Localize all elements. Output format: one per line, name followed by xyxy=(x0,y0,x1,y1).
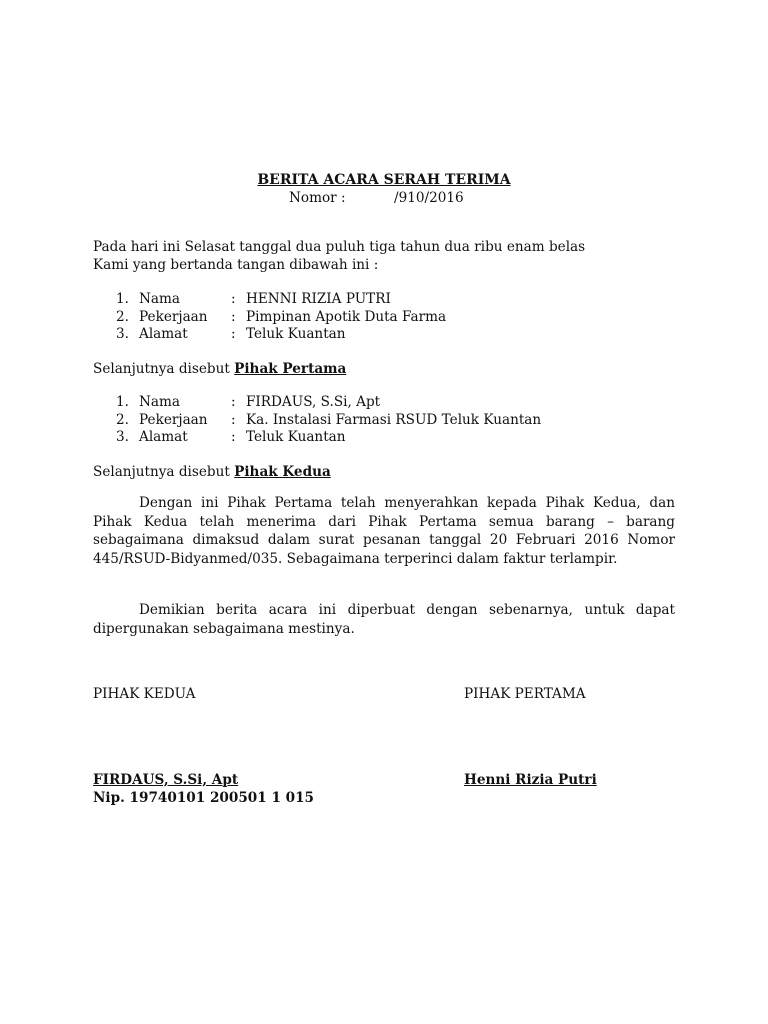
list-item xyxy=(116,309,446,327)
left-signatory-name: FIRDAUS, S.Si, Apt xyxy=(93,772,239,788)
second-party-reference xyxy=(93,464,331,480)
field-value: HENNI RIZIA PUTRI xyxy=(246,291,391,307)
field-colon: : xyxy=(231,291,236,307)
field-label: Alamat xyxy=(139,429,188,445)
reference-prefix: Selanjutnya disebut xyxy=(93,464,235,480)
closing-paragraph: Demikian berita acara ini diperbuat dengan sebenarnya, untuk dapat dipergunakan sebagaimana mestinya. xyxy=(93,602,675,637)
list-item xyxy=(116,291,446,309)
list-number: 1. xyxy=(116,291,129,307)
right-signature-role: PIHAK PERTAMA xyxy=(464,686,586,702)
list-number: 1. xyxy=(116,394,129,410)
opening-line-2: Kami yang bertanda tangan dibawah ini : xyxy=(93,257,379,273)
field-colon: : xyxy=(231,394,236,410)
document-title: BERITA ACARA SERAH TERIMA xyxy=(257,172,511,188)
list-number: 3. xyxy=(116,429,129,445)
field-colon: : xyxy=(231,411,236,428)
right-signatory-name: Henni Rizia Putri xyxy=(464,772,597,788)
field-label: Pekerjaan xyxy=(139,308,208,325)
first-party-reference xyxy=(93,361,346,377)
field-label: Alamat xyxy=(139,326,188,342)
list-number: 2. xyxy=(116,411,129,428)
second-party-list xyxy=(116,394,541,447)
field-colon: : xyxy=(231,429,236,445)
field-value: Teluk Kuantan xyxy=(246,326,346,342)
field-value: Teluk Kuantan xyxy=(246,429,346,445)
field-colon: : xyxy=(231,326,236,342)
list-item xyxy=(116,394,541,412)
first-party-name: Pihak Pertama xyxy=(234,361,347,377)
field-label: Nama xyxy=(139,291,180,307)
field-value: Ka. Instalasi Farmasi RSUD Teluk Kuantan xyxy=(246,411,542,428)
left-signatory-nip: Nip. 19740101 200501 1 015 xyxy=(93,790,315,806)
field-value: FIRDAUS, S.Si, Apt xyxy=(246,394,381,410)
body-paragraph: Dengan ini Pihak Pertama telah menyerahkan kepada Pihak Kedua, dan Pihak Kedua telah menerima dari Pihak Pertama semua barang – barang sebagaimana dimaksud dalam surat pesanan tanggal 20 Februari 2016 Nomor 445/RSUD-Bidyanmed/035. Sebagaimana terperinci dalam faktur terlampir. xyxy=(93,495,675,567)
field-label: Nama xyxy=(139,394,180,410)
list-item xyxy=(116,326,446,344)
nomor-value: /910/2016 xyxy=(394,190,464,206)
list-item xyxy=(116,429,541,447)
second-party-name: Pihak Kedua xyxy=(234,464,331,480)
list-item xyxy=(116,412,541,430)
field-label: Pekerjaan xyxy=(139,411,208,428)
nomor-label: Nomor : xyxy=(289,190,346,206)
first-party-list xyxy=(116,291,446,344)
opening-line-1: Pada hari ini Selasat tanggal dua puluh tiga tahun dua ribu enam belas xyxy=(93,239,586,255)
left-signature-role: PIHAK KEDUA xyxy=(93,686,196,702)
field-colon: : xyxy=(231,308,236,325)
field-value: Pimpinan Apotik Duta Farma xyxy=(246,308,447,325)
list-number: 2. xyxy=(116,308,129,325)
list-number: 3. xyxy=(116,326,129,342)
reference-prefix: Selanjutnya disebut xyxy=(93,361,235,377)
